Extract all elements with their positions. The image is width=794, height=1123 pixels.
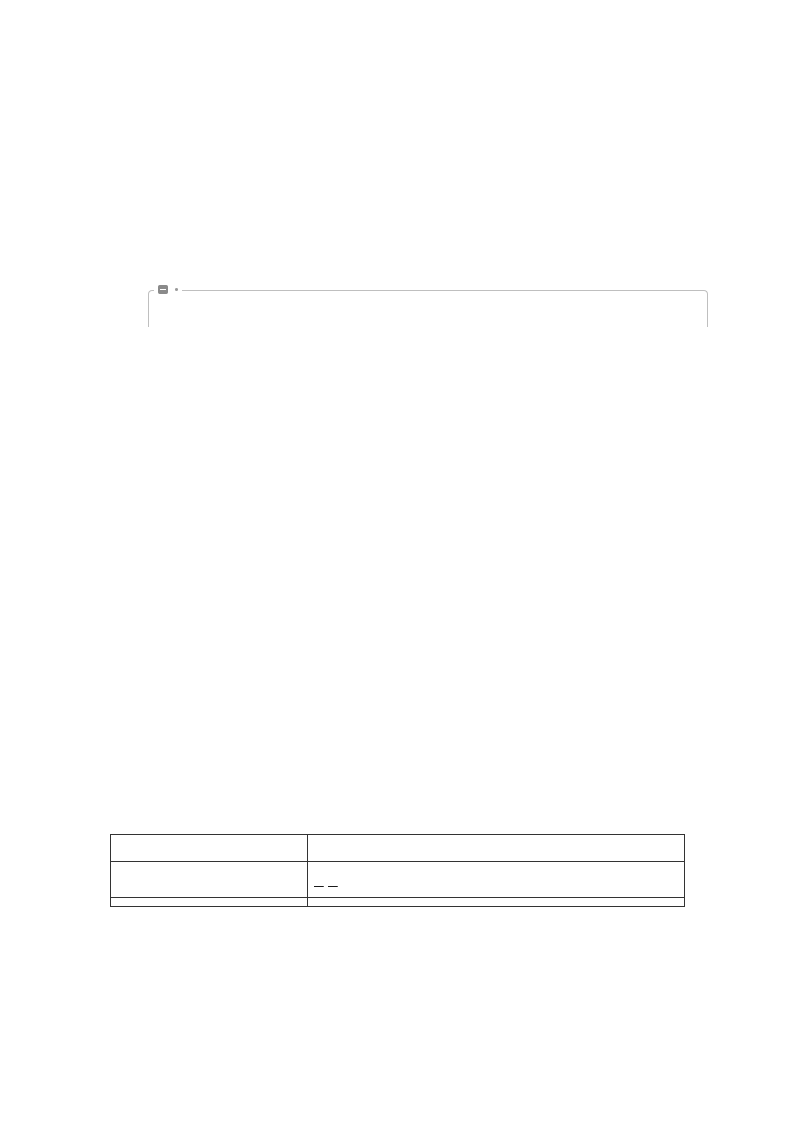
pattern-cell <box>111 898 308 907</box>
extension-box <box>148 290 708 327</box>
example-cell <box>308 862 685 898</box>
table-header <box>111 835 308 862</box>
pattern-cell <box>111 862 308 898</box>
table-header <box>308 835 685 862</box>
table-row <box>111 898 685 907</box>
table-row <box>111 862 685 898</box>
extension-box-title <box>154 284 182 298</box>
note-icon <box>158 285 168 294</box>
table-header-row <box>111 835 685 862</box>
example-line <box>314 866 678 893</box>
dot-icon <box>175 288 178 291</box>
example-cell <box>308 898 685 907</box>
sentence-pattern-table <box>110 834 685 907</box>
